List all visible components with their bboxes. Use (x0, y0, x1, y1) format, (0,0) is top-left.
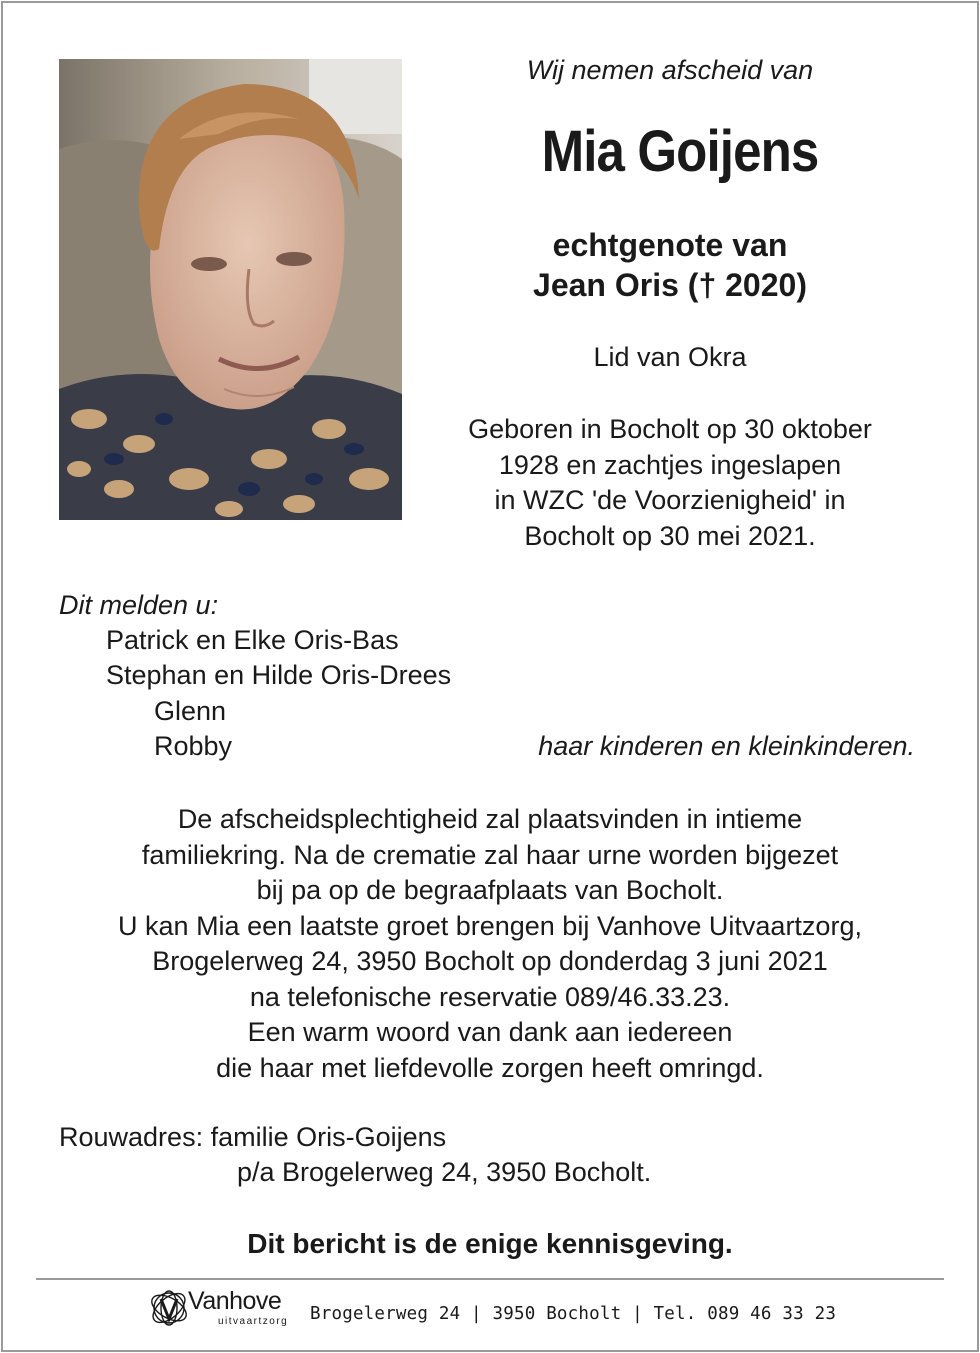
ceremony-line: bij pa op de begraafplaats van Bocholt. (256, 875, 724, 905)
mourning-address-line-1: Rouwadres: familie Oris-Goijens (59, 1122, 447, 1152)
spouse-line-2: Jean Oris († 2020) (533, 267, 807, 303)
ceremony-line: familiekring. Na de crematie zal haar urne worden bijgezet (141, 839, 839, 870)
footer-divider (36, 1278, 944, 1280)
born-line: 1928 en zachtjes ingeslapen (498, 449, 842, 480)
born-line: Bocholt op 30 mei 2021. (524, 520, 816, 551)
spouse-line-1: echtgenote van (552, 227, 788, 263)
born-line: Geboren in Bocholt op 30 oktober (468, 414, 872, 444)
membership-line: Lid van Okra (593, 342, 747, 372)
ceremony-block (40, 802, 940, 1086)
born-line: in WZC 'de Voorzienigheid' in (494, 485, 846, 515)
announce-label: Dit melden u: (59, 590, 219, 620)
ceremony-line: Een warm woord van dank aan iedereen (247, 1017, 733, 1047)
footer-contact-info: Brogelerweg 24 | 3950 Bocholt | Tel. 089 46 33 23 (310, 1304, 837, 1324)
sole-notice: Dit bericht is de enige kennisgeving. (247, 1228, 733, 1259)
ceremony-line: Brogelerweg 24, 3950 Bocholt op donderdag 3 juni 2021 (152, 946, 828, 976)
ceremony-line: die haar met liefdevolle zorgen heeft omringd. (216, 1052, 764, 1083)
logo-subtitle: uitvaartzorg (218, 1316, 289, 1327)
relatives-role: haar kinderen en kleinkinderen. (538, 731, 915, 761)
birth-death-block (420, 412, 920, 554)
ceremony-line: De afscheidsplechtigheid zal plaatsvinden in intieme (177, 804, 803, 834)
relative-name: Robby (154, 731, 233, 761)
ceremony-line: na telefonische reservatie 089/46.33.23. (249, 981, 731, 1012)
relative-name: Stephan en Hilde Oris-Drees (106, 660, 452, 690)
vanhove-logo-icon (148, 1287, 190, 1329)
portrait-photo (59, 59, 402, 520)
spouse-block (430, 225, 910, 305)
ceremony-line: U kan Mia een laatste groet brengen bij Vanhove Uitvaartzorg, (118, 910, 862, 941)
intro-line: Wij nemen afscheid van (526, 55, 814, 85)
mourning-address-line-2: p/a Brogelerweg 24, 3950 Bocholt. (237, 1157, 652, 1187)
relative-name: Patrick en Elke Oris-Bas (106, 625, 399, 655)
relative-name: Glenn (154, 696, 227, 726)
logo-name: Vanhove (188, 1287, 282, 1315)
deceased-name: Mia Goijens (541, 119, 819, 184)
